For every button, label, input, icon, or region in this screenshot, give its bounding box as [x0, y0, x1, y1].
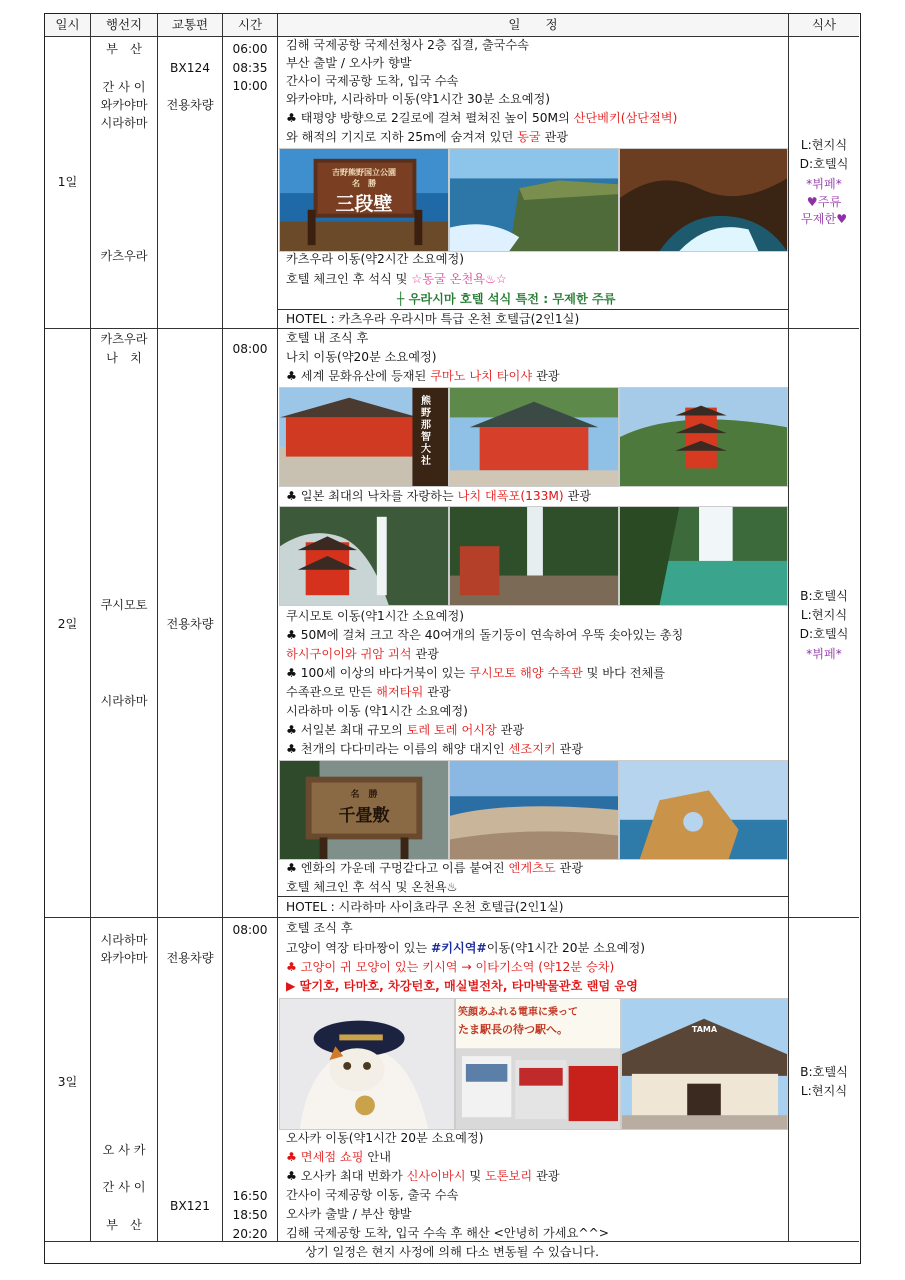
- day1-time: 06:00: [232, 42, 268, 56]
- schedule-line: 오사카 이동(약1시간 20분 소요예정): [286, 1131, 484, 1145]
- schedule-line: 호텔 체크인 후 석식 및 ☆동굴 온천욕♨☆: [286, 272, 507, 286]
- schedule-line: ♣ 오사카 최대 번화가 신사이바시 및 도톤보리 관광: [286, 1169, 560, 1183]
- header-schedule: 일 정: [278, 14, 788, 36]
- footer-note: 상기 일정은 현지 사정에 의해 다소 변동될 수 있습니다.: [305, 1245, 599, 1259]
- hotel-info: HOTEL : 카츠우라 우라시마 특급 온천 호텔급(2인1실): [286, 312, 580, 326]
- kishi-station-photo: [621, 998, 788, 1130]
- sign-text: 千畳敷: [338, 806, 390, 826]
- schedule-line: 간사이 국제공항 도착, 입국 수속: [286, 74, 459, 88]
- day1-place: 와카야마: [100, 98, 148, 112]
- schedule-line: ♣ 고양이 귀 모양이 있는 키시역 → 이타기소역 (약12분 승차): [286, 960, 615, 974]
- day2-place: 나 치: [106, 351, 142, 365]
- sign-text: 名 勝: [350, 790, 378, 800]
- schedule-line: 김해 국제공항 국제선청사 2층 집결, 출국수속: [286, 38, 529, 52]
- meal: B:호텔식: [800, 1065, 848, 1079]
- schedule-line: ▶ 딸기호, 타마호, 차강턴호, 매실별전차, 타마박물관호 랜덤 운영: [286, 979, 638, 993]
- meal-buffet: *뷔페*: [806, 647, 842, 661]
- cliff-coast-photo: [449, 148, 619, 252]
- schedule-line: 호텔 내 조식 후: [286, 331, 369, 345]
- header-day: 일시: [45, 14, 90, 36]
- tama-cat-photo: [279, 998, 455, 1130]
- day3-vehicle: 전용차량: [166, 951, 214, 965]
- engetsu-rock-photo: [619, 760, 788, 860]
- meal: L:현지식: [800, 608, 848, 622]
- day2-place: 쿠시모토: [100, 598, 148, 612]
- schedule-line: 와카야먀, 시라하마 이동(약1시간 30분 소요예정): [286, 92, 551, 106]
- header-place: 행선지: [91, 14, 157, 36]
- schedule-line: ♣ 엔화의 가운데 구멍같다고 이름 붙여진 엔게츠도 관광: [286, 861, 584, 875]
- day3-place: 시라하마: [100, 933, 148, 947]
- day3-place: 와카야마: [100, 951, 148, 965]
- schedule-line: ♣ 서일본 최대 규모의 토레 토레 어시장 관광: [286, 723, 525, 737]
- header-meal: 식사: [789, 14, 859, 36]
- itinerary-table: [44, 13, 861, 1264]
- poster-text: たま駅長の待つ駅へ。: [458, 1023, 568, 1036]
- day2-vehicle: 전용차량: [166, 617, 214, 631]
- meal: L:현지식: [800, 1084, 848, 1098]
- schedule-line: ♣ 100세 이상의 바다거북이 있는 쿠시모토 해양 수족관 및 바다 전체를: [286, 666, 666, 680]
- day1-place: 부 산: [106, 42, 142, 56]
- poster-text: 笑顔あふれる電車に乗って: [458, 1007, 578, 1018]
- header-transport: 교통편: [158, 14, 222, 36]
- day3-place: 간 사 이: [102, 1180, 146, 1194]
- senjojiki-sign-photo: [279, 760, 449, 860]
- schedule-line: 호텔 조식 후: [286, 921, 353, 935]
- day1-time: 08:35: [232, 61, 268, 75]
- day3-time: 08:00: [232, 923, 268, 937]
- sign-text: 名 勝: [352, 178, 376, 188]
- day1-vehicle: 전용차량: [166, 98, 214, 112]
- schedule-line: 하시구이이와 귀암 괴석 관광: [286, 647, 439, 661]
- day3-time: 16:50: [232, 1189, 268, 1203]
- schedule-line: 시라하마 이동 (약1시간 소요예정): [286, 704, 468, 718]
- pagoda-photo: [619, 387, 788, 487]
- meal-buffet: *뷔페*: [806, 177, 842, 191]
- schedule-line: ♣ 일본 최대의 낙차를 자랑하는 나치 대폭포(133M) 관광: [286, 489, 592, 503]
- day1-time: 10:00: [232, 79, 268, 93]
- header-time: 시간: [223, 14, 277, 36]
- schedule-line: 오사카 출발 / 부산 향발: [286, 1207, 412, 1221]
- schedule-line: 카츠우라 이동(약2시간 소요예정): [286, 252, 465, 266]
- schedule-line: ♣ 50M에 걸쳐 크고 작은 40여개의 돌기둥이 연속하여 우뚝 솟아있는 총칭: [286, 628, 684, 642]
- meal: B:호텔식: [800, 589, 848, 603]
- day1-flight: BX124: [170, 61, 210, 75]
- day1-place: 간 사 이: [102, 80, 146, 94]
- sign-text: 吉野熊野国立公園: [332, 167, 396, 177]
- sandanbeki-sign-photo: [279, 148, 449, 252]
- day3-place: 부 산: [106, 1218, 142, 1232]
- nachi-shrine-photo: [279, 387, 449, 487]
- pagoda-waterfall-photo: [279, 506, 449, 606]
- meal: D:호텔식: [799, 157, 849, 171]
- day1-place: 시라하마: [100, 116, 148, 130]
- schedule-line: 부산 출발 / 오사카 향발: [286, 56, 412, 70]
- day3-label: 3일: [57, 1075, 78, 1089]
- meal-drinks: 무제한♥: [800, 212, 848, 226]
- schedule-line: 쿠시모토 이동(약1시간 소요예정): [286, 609, 465, 623]
- day3-place: 오 사 카: [102, 1143, 146, 1157]
- day2-label: 2일: [57, 617, 78, 631]
- day3-flight: BX121: [170, 1199, 210, 1213]
- schedule-line: ♣ 태평양 방향으로 2길로에 걸쳐 펼쳐진 높이 50M의 산단베키(삼단절벽): [286, 111, 678, 125]
- day1-label: 1일: [57, 175, 78, 189]
- meal-drinks: ♥주류: [806, 195, 842, 209]
- schedule-line: 고양이 역장 타마짱이 있는 #키시역#이동(약1시간 20분 소요예정): [286, 941, 646, 955]
- hotel-perk: ┼ 우라시마 호텔 석식 특전 : 무제한 주류: [397, 292, 616, 306]
- day2-place: 시라하마: [100, 694, 148, 708]
- rock-shelf-photo: [449, 760, 619, 860]
- waterfall-stairs-photo: [449, 506, 619, 606]
- station-sign-text: TAMA: [691, 1025, 718, 1034]
- tama-train-poster: [455, 998, 621, 1130]
- shrine-sign-text: 熊野那智大社: [421, 396, 431, 467]
- cave-photo: [619, 148, 788, 252]
- schedule-line: 수족관으로 만든 해저타워 관광: [286, 685, 451, 699]
- meal: D:호텔식: [799, 627, 849, 641]
- schedule-line: 호텔 체크인 후 석식 및 온천욕♨: [286, 880, 458, 894]
- sign-text: 三段壁: [335, 193, 393, 215]
- schedule-line: ♣ 세계 문화유산에 등재된 쿠마노 나치 타이샤 관광: [286, 369, 560, 383]
- day3-time: 18:50: [232, 1208, 268, 1222]
- schedule-line: 간사이 국제공항 이동, 출국 수속: [286, 1188, 459, 1202]
- meal: L:현지식: [800, 138, 848, 152]
- schedule-line: 와 해적의 기지로 지하 25m에 숨겨져 있던 동굴 관광: [286, 130, 569, 144]
- schedule-line: ♣ 천개의 다다미라는 이름의 해양 대지인 센조지키 관광: [286, 742, 584, 756]
- shrine-hall-photo: [449, 387, 619, 487]
- day1-place: 카츠우라: [100, 249, 148, 263]
- schedule-line: ♣ 면세점 쇼핑 안내: [286, 1150, 391, 1164]
- hotel-info: HOTEL : 시라하마 사이쵸라쿠 온천 호텔급(2인1실): [286, 900, 564, 914]
- day2-time: 08:00: [232, 342, 268, 356]
- day3-time: 20:20: [232, 1227, 268, 1241]
- schedule-line: 김해 국제공항 도착, 입국 수속 후 해산 <안녕히 가세요^^>: [286, 1226, 609, 1240]
- day2-place: 카츠우라: [100, 332, 148, 346]
- waterfall-pool-photo: [619, 506, 788, 606]
- schedule-line: 나치 이동(약20분 소요예정): [286, 350, 437, 364]
